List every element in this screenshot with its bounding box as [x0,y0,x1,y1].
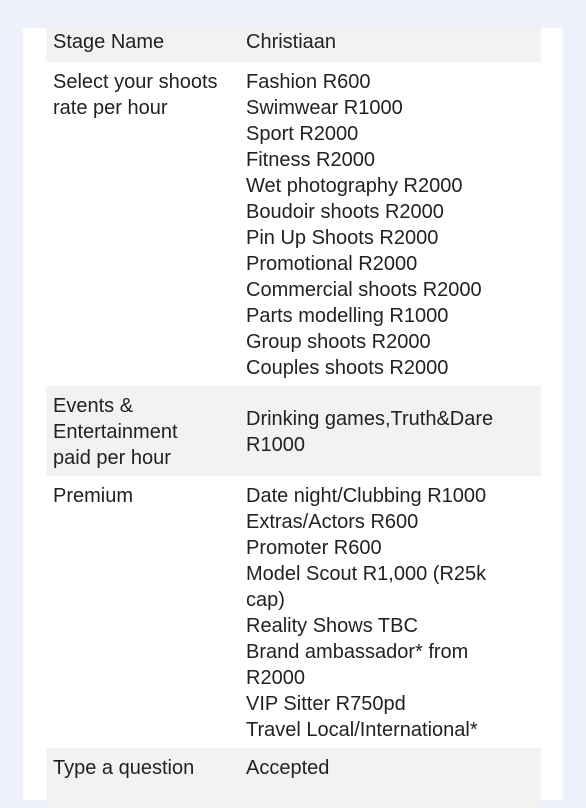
value-line: Reality Shows TBC [246,615,418,637]
row-label: Select your shoots rate per hour [53,71,218,119]
value-line: Fitness R2000 [246,149,375,171]
row-value [246,393,534,476]
row-label: Stage Name [53,31,165,53]
value-line: Wet photography R2000 [246,175,463,197]
row-label: Events & Entertainment paid per hour [53,395,178,469]
value-line: Parts modelling R1000 [246,305,449,327]
value-line: VIP Sitter R750pd [246,693,406,715]
value-line: Group shoots R2000 [246,331,431,353]
table-row-question [46,748,541,808]
value-line: Promotional R2000 [246,253,418,275]
row-label: Type a question [53,757,195,779]
value-line: Fashion R600 [246,71,371,93]
value-line: Boudoir shoots R2000 [246,201,444,223]
value-line: Date night/Clubbing R1000 [246,485,487,507]
table-row-events [46,386,541,476]
value-line: Drinking games,Truth&Dare R1000 [246,408,494,456]
details-card [23,28,563,800]
value-line: Travel Local/International* [246,719,478,741]
value-line: Christiaan [246,31,337,53]
value-line: Couples shoots R2000 [246,357,449,379]
row-value [246,483,534,748]
table-row-premium [46,476,541,748]
profile-details-table [46,28,541,808]
row-label: Premium [53,485,134,507]
table-row-shoot-rates [46,62,541,386]
value-line: Sport R2000 [246,123,359,145]
value-line: Commercial shoots R2000 [246,279,482,301]
value-line: Brand ambassador* from R2000 [246,641,469,689]
value-line: Swimwear R1000 [246,97,403,119]
value-line: Model Scout R1,000 (R25k cap) [246,563,487,611]
value-line: Promoter R600 [246,537,382,559]
value-line: Extras/Actors R600 [246,511,419,533]
row-value [246,69,534,386]
value-line: Accepted [246,757,330,779]
table-row-stage-name [46,28,541,62]
row-value [246,755,534,808]
row-value [246,29,534,62]
value-line: Pin Up Shoots R2000 [246,227,439,249]
